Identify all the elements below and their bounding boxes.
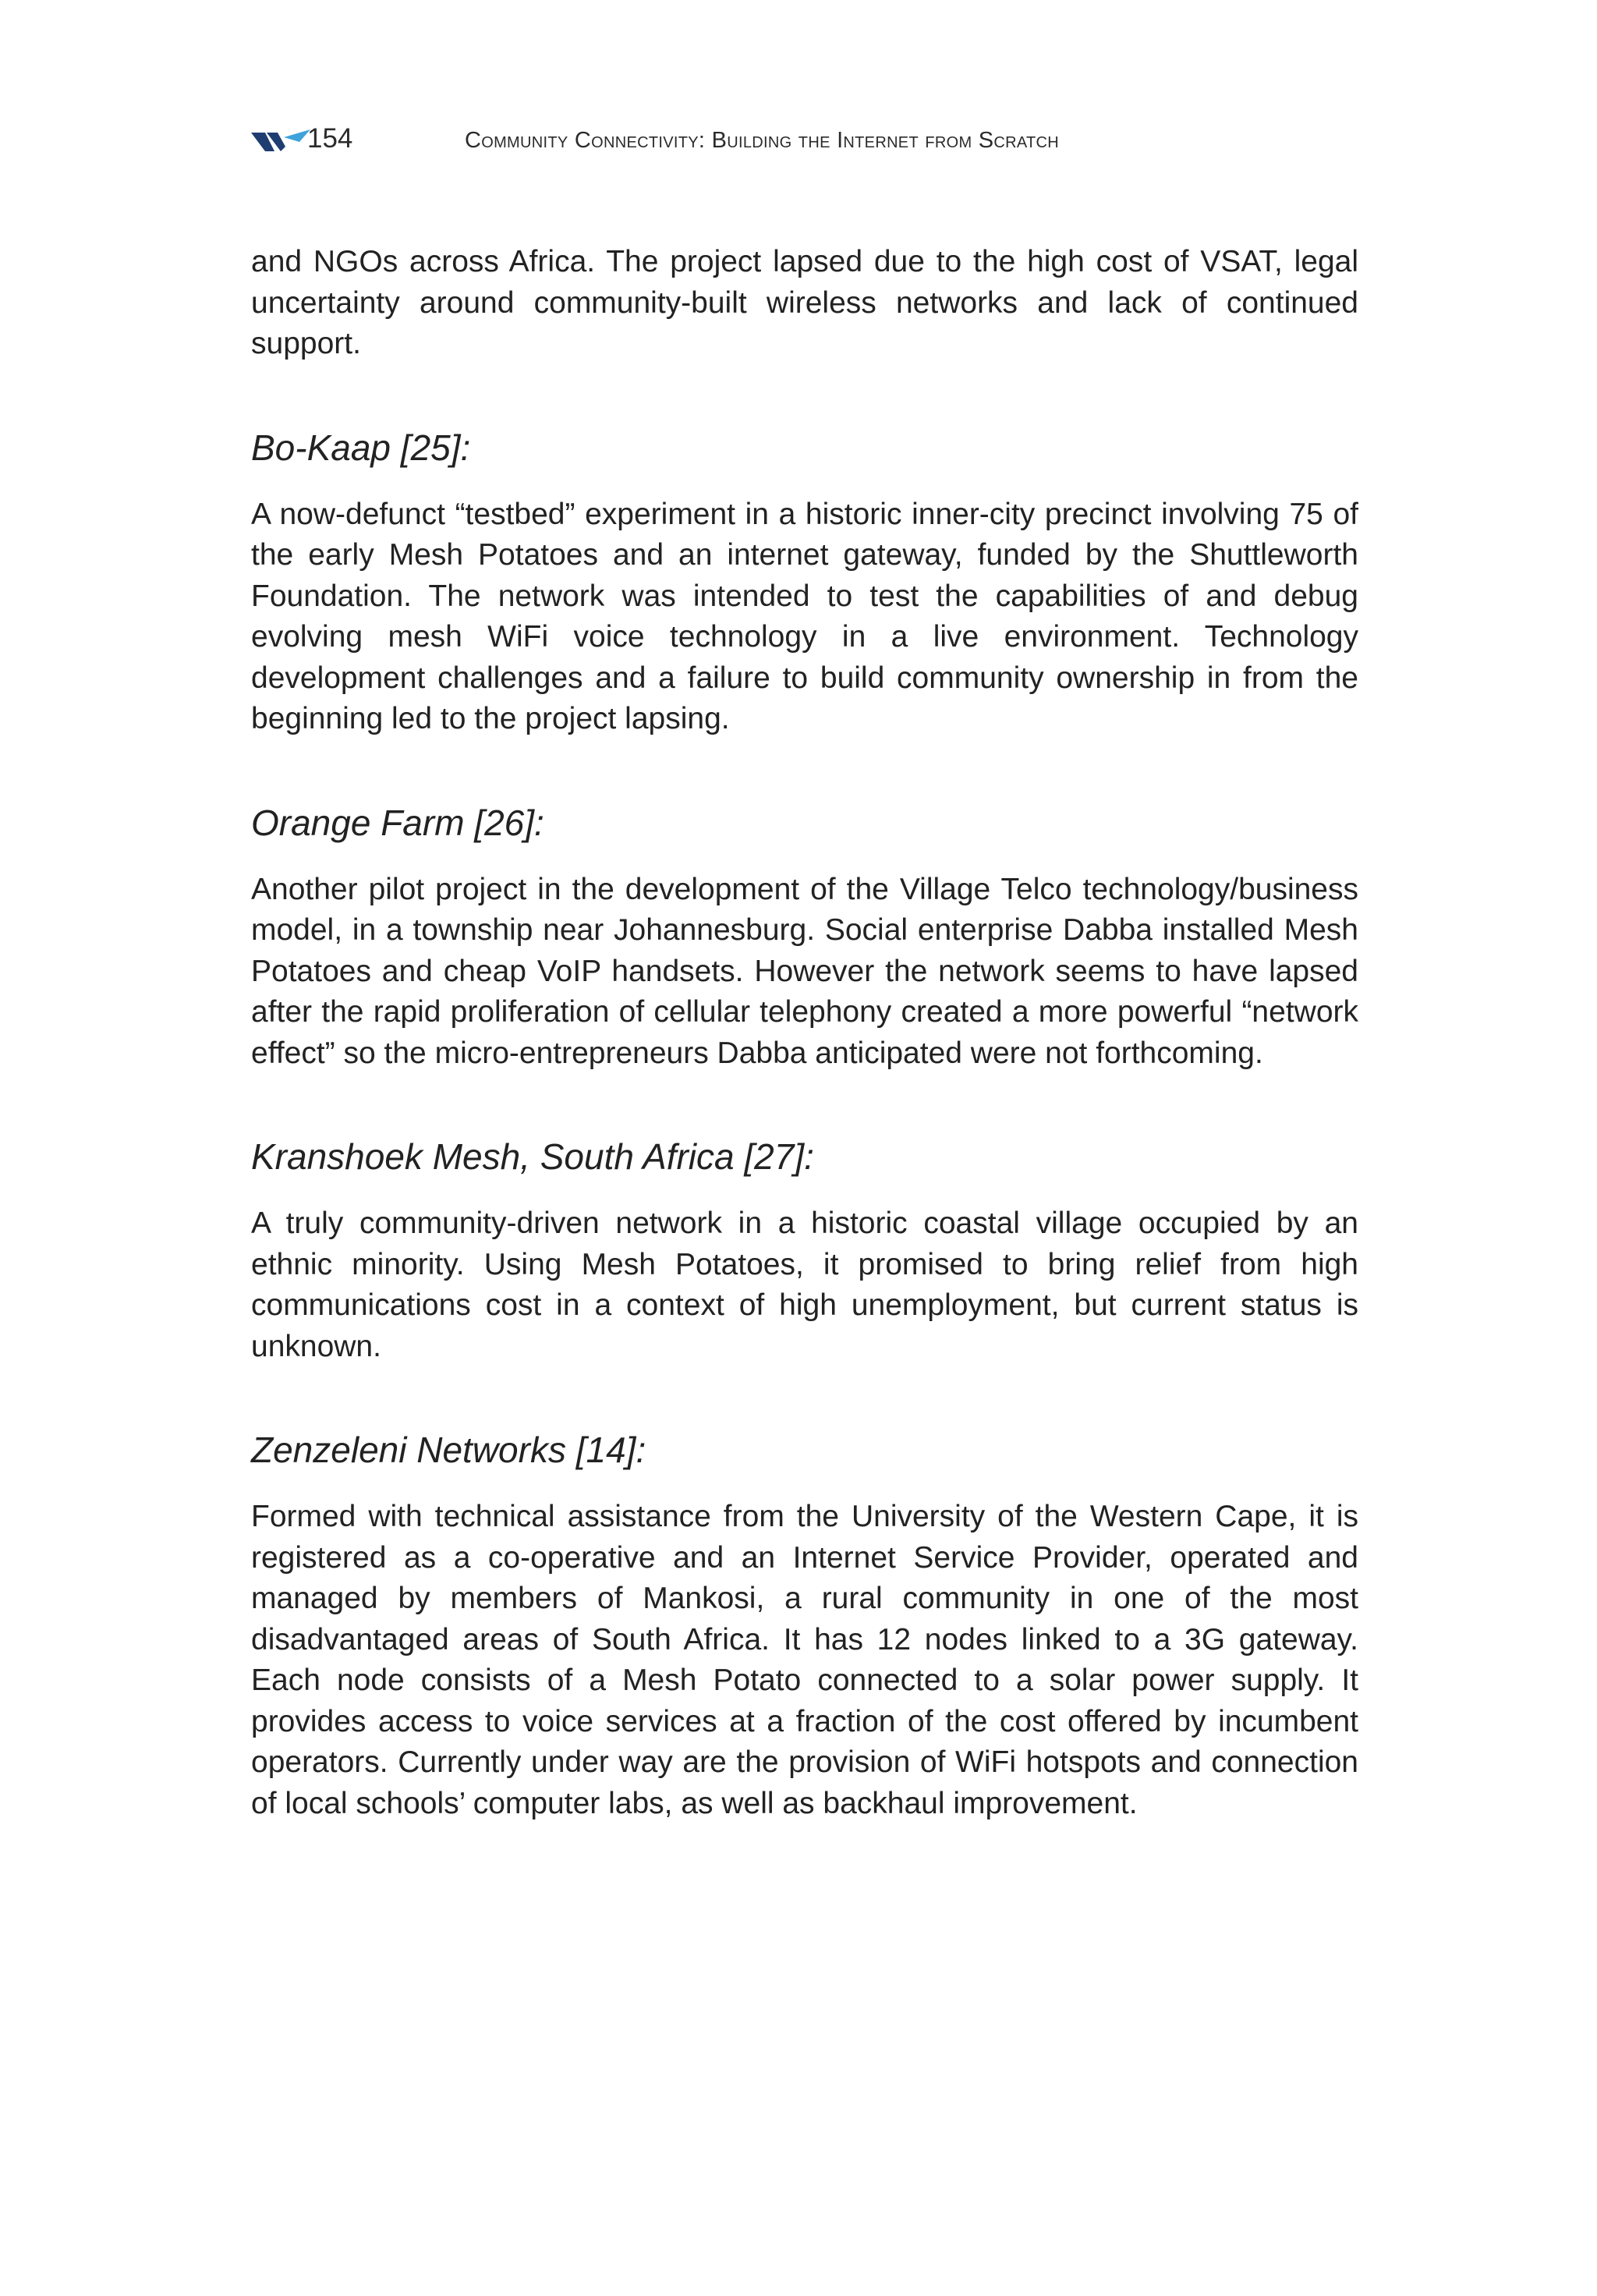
running-head [251,122,1358,156]
section-orange-farm [251,799,1358,1075]
section-paragraph: Another pilot project in the development of the Village Telco technology/​business model, in a township near Johannesburg. Social enterprise Dabba installed Mesh Potatoes and cheap VoIP handsets. However the network seems to have lapsed after the rapid proliferation of cellular telephony created a more powerful “network effect” so the micro-entrepreneurs Dabba anticipated were not forthcoming. [251,872,1358,1070]
section-paragraph: A now-defunct “testbed” experiment in a historic inner-city precinct involving 75 of the early Mesh Potatoes and an internet gateway, funded by the Shuttleworth Foundation. The network was intended to test the capabilities of and debug evolving mesh WiFi voice technology in a live environment. Technology development challenges and a failure to build community ownership in from the beginning led to the project lapsing. [251,497,1358,735]
section-paragraph: Formed with technical assistance from the University of the Western Cape, it is registered as a co-operative and an Internet Service Provider, operated and managed by members of Mankosi, a rural community in one of the most disadvantaged areas of South Africa. It has 12 nodes linked to a 3G gateway. Each node consists of a Mesh Potato connected to a solar power supply. It provides access to voice services at a fraction of the cost offered by incumbent operators. Currently under way are the provision of WiFi hotspots and connection of local schools’ computer labs, as well as backhaul improvement. [251,1500,1358,1820]
publisher-logo-icon [251,129,310,153]
section-heading: Zenzeleni Networks [14]: [251,1430,646,1470]
section-kranshoek-mesh [251,1133,1358,1367]
page-number: 154 [307,123,353,154]
section-heading: Orange Farm [26]: [251,802,544,843]
intro-paragraph: and NGOs across Africa. The project lapsed due to the high cost of VSAT, legal uncertainty around community-built wireless networks and lack of continued support. [251,245,1358,360]
section-heading: Kranshoek Mesh, South Africa [27]: [251,1136,814,1177]
section-zenzeleni-networks [251,1426,1358,1824]
section-paragraph: A truly community-driven network in a historic coastal village occupied by an ethnic minority. Using Mesh Potatoes, it promised to bring relief from high communications cost in a context of high unemployment, but current status is unknown. [251,1206,1358,1363]
section-bo-kaap [251,424,1358,740]
running-title: Community Connectivity: Building the Internet from Scratch [465,128,1060,153]
page-content [251,242,1358,1824]
section-heading: Bo-Kaap [25]: [251,427,471,468]
